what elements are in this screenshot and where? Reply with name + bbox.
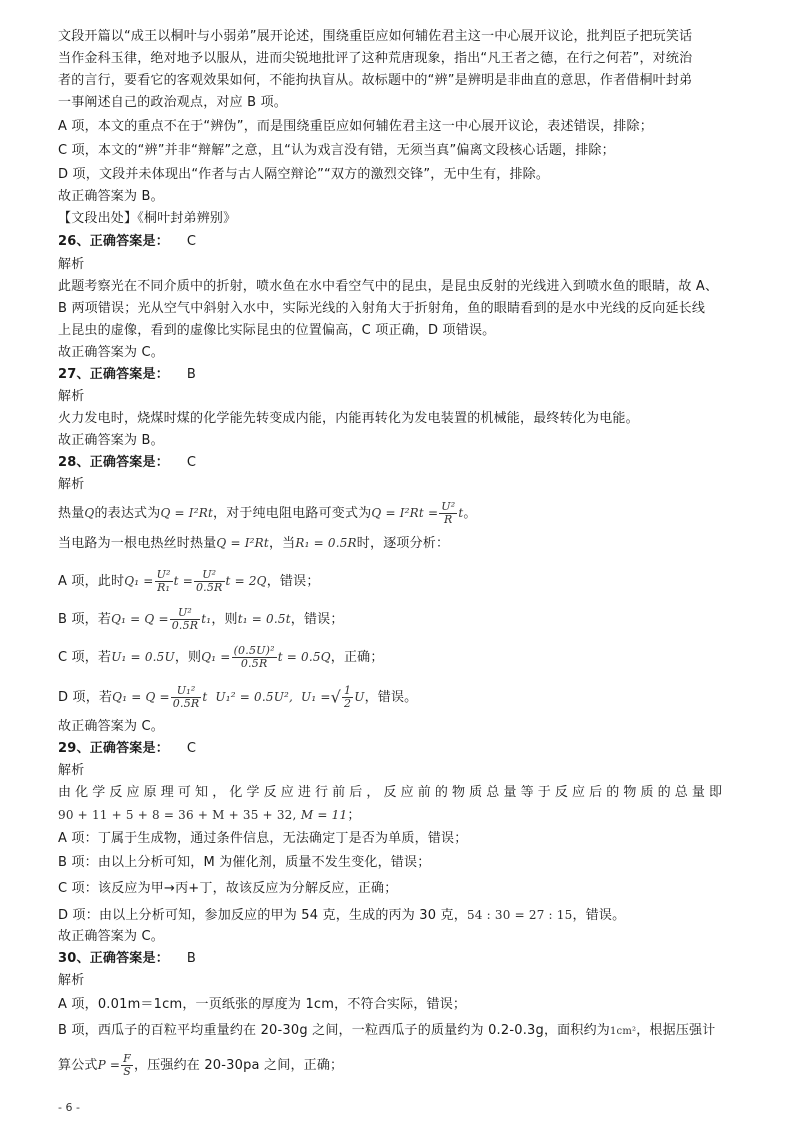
text-fragment: ，则	[211, 612, 238, 627]
numerator: (0.5U)²	[233, 644, 275, 657]
formula-line	[58, 680, 760, 715]
text-fragment: 热量	[58, 506, 85, 521]
math-expression: Q = I²Rt	[160, 506, 213, 520]
text-fragment: B 项，若	[58, 612, 112, 627]
answer-heading-label: 28、正确答案是：	[58, 455, 169, 470]
fraction	[232, 645, 277, 670]
math-symbol: Q	[84, 506, 95, 520]
math-symbol: U	[354, 690, 365, 704]
fraction	[194, 569, 225, 594]
text-line: 者的言行，要看它的客观效果如何，不能拘执盲从。故标题中的“辨”是辨明是非曲直的意思，作者借桐叶封弟	[58, 73, 693, 88]
answer-heading-26	[58, 231, 760, 253]
formula-line	[58, 1020, 760, 1043]
text-fragment: 算公式	[58, 1058, 98, 1073]
text-line: 故正确答案为 C。	[58, 345, 165, 360]
text-line: 故正确答案为 B。	[58, 433, 164, 448]
math-symbol: t₁	[201, 612, 212, 626]
text-line: C 项：该反应为甲→丙+丁，故该反应为分解反应，正确；	[58, 881, 398, 896]
text-line: 文段开篇以“成王以桐叶与小弱弟”展开论述，围绕重臣应如何辅佐君主这一中心展开议论，批判臣子把玩笑话	[58, 29, 693, 44]
answer-heading-label: 26、正确答案是：	[58, 234, 169, 249]
math-expression: Q₁ = Q =	[111, 612, 169, 626]
text-fragment: C 项，若	[58, 650, 112, 665]
answer-letter: B	[186, 367, 197, 382]
denominator: 2	[344, 697, 352, 710]
formula-line	[58, 904, 760, 927]
answer-letter: C	[186, 234, 197, 249]
math-expression: t = 0.5Q	[277, 650, 331, 664]
analysis-label: 解析	[58, 257, 85, 272]
text-fragment: 当电路为一根电热丝时热量	[58, 536, 217, 551]
answer-heading-27	[58, 364, 760, 386]
answer-letter: B	[186, 951, 197, 966]
text-line: 由 化 学 反 应 原 理 可 知 ， 化 学 反 应 进 行 前 后 ， 反 应 前 的 物 质 总 量 等 于 反 应 后 的 物 质 的 总 量 即	[58, 785, 723, 800]
answer-heading-label: 29、正确答案是：	[58, 741, 169, 756]
fraction	[170, 607, 201, 632]
denominator: R₁	[157, 581, 171, 594]
text-line: D 项，文段并未体现出“作者与古人隔空辩论”“双方的激烈交锋”，无中生有，排除。	[58, 167, 550, 182]
formula-line	[58, 532, 760, 555]
math-expression: Q = I²Rt =	[371, 506, 439, 520]
text-fragment: D 项，若	[58, 690, 113, 705]
math-symbol: t	[458, 506, 464, 520]
text-line: 此题考察光在不同介质中的折射，喷水鱼在水中看空气中的昆虫，是昆虫反射的光线进入到喷水鱼的眼睛，故 A、	[58, 279, 719, 294]
text-line: B 两项错误；光从空气中斜射入水中，实际光线的入射角大于折射角，鱼的眼睛看到的是水中光线的反向延长线	[58, 301, 706, 316]
fraction	[171, 685, 202, 710]
text-fragment: ，对于纯电阻电路可变式为	[213, 506, 372, 521]
text-line: 故正确答案为 B。	[58, 189, 164, 204]
analysis-label: 解析	[58, 389, 85, 404]
text-fragment: ，错误；	[290, 612, 344, 627]
numerator: F	[123, 1052, 131, 1065]
fraction	[439, 501, 457, 526]
fraction	[342, 685, 353, 710]
denominator: 0.5R	[171, 619, 199, 632]
text-fragment: ，则	[174, 650, 202, 665]
math-expression: Q₁ = Q =	[112, 690, 170, 704]
text-fragment: 。	[463, 506, 477, 521]
formula-line	[58, 640, 760, 675]
math-expression: 1cm²	[609, 1026, 637, 1037]
formula-line	[58, 564, 760, 599]
text-line: A 项，0.01m＝1cm，一页纸张的厚度为 1cm，不符合实际，错误；	[58, 997, 467, 1012]
denominator: 0.5R	[172, 697, 200, 710]
answer-heading-label: 27、正确答案是：	[58, 367, 169, 382]
text-fragment: 时，逐项分析：	[356, 536, 450, 551]
fraction	[155, 569, 173, 594]
source-note: 【文段出处】《桐叶封弟辨别》	[58, 211, 237, 226]
text-fragment: ，错误。	[572, 908, 626, 923]
text-fragment: B 项，西瓜子的百粒平均重量约在 20-30g 之间，一粒西瓜子的质量约为 0.2-0.3g，面积约为	[58, 1023, 610, 1038]
math-expression: 54 : 30 = 27 : 15	[466, 908, 573, 922]
text-line: A 项，本文的重点不在于“辨伪”，而是围绕重臣应如何辅佐君主这一中心展开议论，表述错误，排除；	[58, 119, 653, 134]
text-fragment: D 项：由以上分析可知，参加反应的甲为 54 克，生成的丙为 30 克，	[58, 908, 467, 923]
denominator: S	[123, 1065, 131, 1078]
formula-line	[58, 602, 760, 637]
math-expression: Q₁ =	[201, 650, 231, 664]
text-line: A 项：丁属于生成物，通过条件信息，无法确定丁是否为单质，错误；	[58, 831, 468, 846]
text-fragment: ，压强约在 20-30pa 之间，正确；	[134, 1058, 344, 1073]
answer-heading-28	[58, 452, 760, 474]
denominator: 0.5R	[240, 657, 268, 670]
page-number: - 6 -	[58, 1101, 80, 1114]
numerator: U²	[441, 500, 456, 513]
math-expression: t₁ = 0.5t	[237, 612, 291, 626]
formula-line	[58, 1048, 760, 1083]
text-line: 故正确答案为 C。	[58, 719, 165, 734]
answer-heading-30	[58, 948, 760, 970]
formula-line	[58, 804, 760, 827]
text-fragment: ，正确；	[330, 650, 384, 665]
analysis-label: 解析	[58, 763, 85, 778]
formula-line	[58, 500, 760, 527]
text-fragment: A 项，此时	[58, 574, 125, 589]
text-fragment: ，错误；	[266, 574, 320, 589]
numerator: U²	[194, 569, 225, 582]
text-line: B 项：由以上分析可知，M 为催化剂，质量不发生变化，错误；	[58, 855, 431, 870]
answer-letter: C	[186, 741, 197, 756]
math-expression: 90 + 11 + 5 + 8 = 36 + M + 35 + 32,	[58, 808, 297, 822]
math-expression: M = 11	[300, 808, 348, 822]
numerator: U²	[156, 568, 171, 581]
math-expression: R₁ = 0.5R	[295, 536, 357, 550]
fraction	[121, 1053, 133, 1078]
math-expression: Q = I²Rt	[216, 536, 269, 550]
text-line: 故正确答案为 C。	[58, 929, 165, 944]
text-line: 火力发电时，烧煤时煤的化学能先转变成内能，内能再转化为发电装置的机械能，最终转化为电能。	[58, 411, 639, 426]
denominator: 0.5R	[195, 581, 223, 594]
math-expression: U₁² = 0.5U²,	[215, 690, 294, 704]
math-expression: t = 2Q	[225, 574, 267, 588]
math-expression: P =	[97, 1058, 121, 1072]
analysis-label: 解析	[58, 477, 85, 492]
math-expression: U₁ = 0.5U	[111, 650, 175, 664]
answer-heading-29	[58, 738, 760, 760]
text-fragment: ；	[347, 808, 361, 823]
math-expression: t =	[173, 574, 193, 588]
text-fragment: ，当	[268, 536, 296, 551]
math-expression: Q₁ =	[124, 574, 154, 588]
denominator: R	[444, 513, 453, 526]
numerator: 1	[344, 684, 352, 697]
math-expression: U₁ =	[301, 690, 331, 704]
numerator: U₁²	[171, 685, 202, 698]
text-fragment: 的表达式为	[94, 506, 161, 521]
text-fragment: ，根据压强计	[636, 1023, 716, 1038]
text-line: 当作金科玉律，绝对地予以服从，进而尖锐地批评了这种荒唐现象，指出“凡王者之德，在行之何若”，对统治	[58, 51, 693, 66]
numerator: U²	[170, 607, 201, 620]
math-symbol: t	[202, 690, 208, 704]
sqrt-icon: √	[330, 687, 342, 707]
text-fragment: ，错误。	[364, 690, 418, 705]
text-line: 一事阐述自己的政治观点，对应 B 项。	[58, 95, 287, 110]
text-line: 上昆虫的虚像，看到的虚像比实际昆虫的位置偏高，C 项正确，D 项错误。	[58, 323, 496, 338]
answer-heading-label: 30、正确答案是：	[58, 951, 169, 966]
analysis-label: 解析	[58, 973, 85, 988]
text-line: C 项，本文的“辨”并非“辩解”之意，且“认为戏言没有错，无须当真”偏离文段核心话题，排除；	[58, 143, 615, 158]
answer-letter: C	[186, 455, 197, 470]
